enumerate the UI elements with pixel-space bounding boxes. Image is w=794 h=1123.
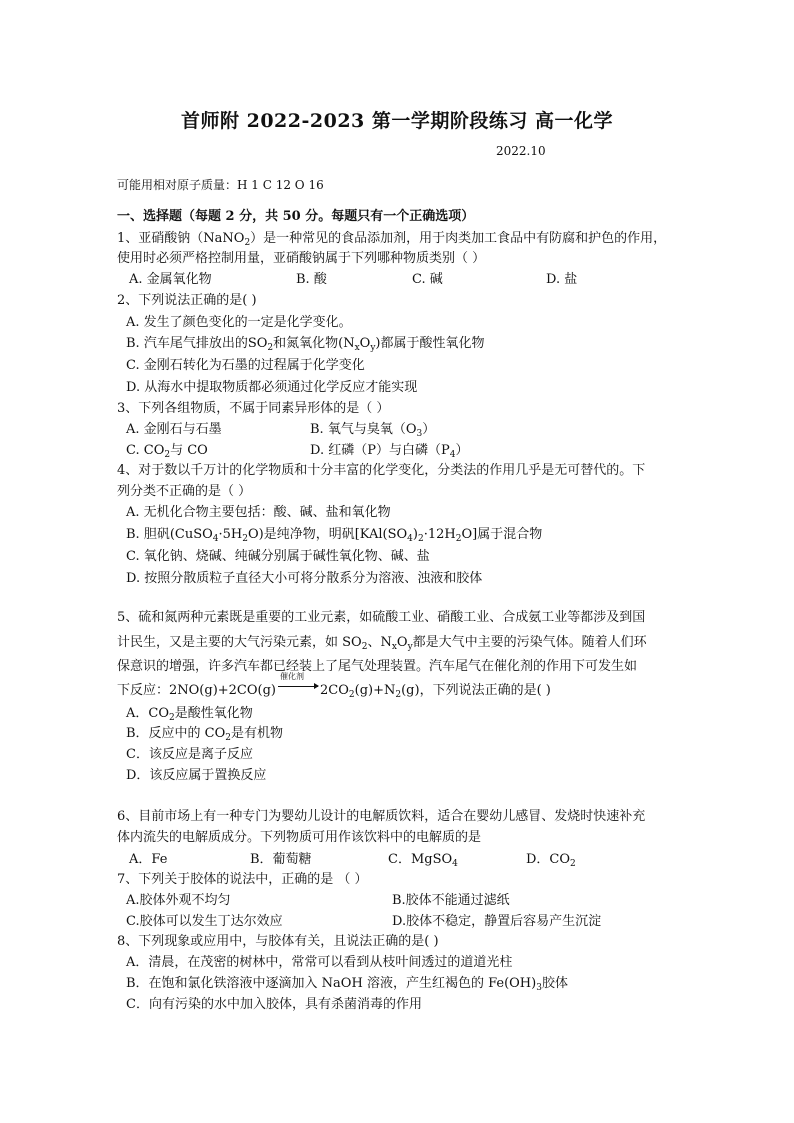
subscript: 4 <box>212 534 219 544</box>
reaction-arrow <box>276 672 320 694</box>
q4-option-d: D. 按照分散质粒子直径大小可将分散系分为溶液、浊液和胶体 <box>126 571 483 586</box>
q7-stem: 7、下列关于胶体的说法中，正确的是 （ ） <box>117 872 368 887</box>
q8-option-a: A．清晨，在茂密的树林中，常常可以看到从枝叶间透过的道道光柱 <box>126 955 513 970</box>
q1-option-c: C. 碱 <box>412 272 443 287</box>
q2-option-b <box>126 332 485 351</box>
text: B. 氧气与臭氧（O <box>310 422 417 437</box>
q8-option-c: C．向有污染的水中加入胶体，具有杀菌消毒的作用 <box>126 997 422 1012</box>
subscript: 3 <box>416 429 423 439</box>
subscript: 2 <box>169 713 175 723</box>
q2-option-a: A. 发生了颜色变化的一定是化学变化。 <box>126 315 352 330</box>
text: 2CO <box>320 683 349 698</box>
q1-option-b: B. 酸 <box>296 272 327 287</box>
q4-stem-line1: 4、对于数以千万计的化学物质和十分丰富的化学变化，分类法的作用几乎是无可替代的。下 <box>117 463 646 478</box>
text: D. 红磷（P）与白磷（P <box>310 443 450 458</box>
q3-stem: 3、下列各组物质，不属于同素异形体的是（ ） <box>117 401 390 416</box>
subscript: x <box>391 642 397 652</box>
text: O)是纯净物，明矾[KAl(SO <box>248 527 408 542</box>
subscript: 4 <box>407 534 413 544</box>
text: ) <box>412 527 418 542</box>
text: A．CO <box>126 706 169 721</box>
subscript: 4 <box>452 859 458 869</box>
q6-option-d <box>526 848 576 867</box>
q7-option-b: B.胶体不能通过滤纸 <box>392 893 510 908</box>
text: D．CO <box>526 852 571 867</box>
q6-option-b: B．葡萄糖 <box>250 852 312 867</box>
text: ） <box>455 443 469 458</box>
q6-stem-line1: 6、目前市场上有一种专门为婴幼儿设计的电解质饮料，适合在婴幼儿感冒、发烧时快速补充 <box>117 809 646 824</box>
q2-option-d: D. 从海水中提取物质都必须通过化学反应才能实现 <box>126 380 418 395</box>
q4-stem-line2: 列分类不正确的是（ ） <box>117 484 252 499</box>
q8-option-b <box>126 972 568 991</box>
exam-date: 2022.10 <box>496 144 546 158</box>
text: 都是大气中主要的污染气体。随着人们环 <box>412 635 647 650</box>
q7-option-a: A.胶体外观不均匀 <box>126 893 231 908</box>
text: 1、亚硝酸钠（NaNO <box>117 231 245 246</box>
text: O <box>396 635 408 650</box>
q5-stem-line2 <box>117 631 647 650</box>
q5-option-d: D．该反应属于置换反应 <box>126 768 267 783</box>
subscript: 2 <box>267 343 274 353</box>
q6-option-c <box>388 848 458 867</box>
text: 胶体 <box>541 976 568 991</box>
text: (g)+N <box>354 683 396 698</box>
arrow-icon <box>278 686 318 687</box>
q4-option-a: A. 无机化合物主要包括：酸、碱、盐和氧化物 <box>126 505 391 520</box>
q5-option-a <box>126 702 253 721</box>
text: 下反应：2NO(g)+2CO(g) <box>117 683 277 698</box>
q5-stem-line3: 保意识的增强，许多汽车都已经装上了尾气处理装置。汽车尾气在催化剂的作用下可发生如 <box>117 659 638 674</box>
q3-option-b <box>310 418 435 437</box>
text: 、N <box>367 635 392 650</box>
section-heading: 一、选择题（每题 2 分，共 50 分。每题只有一个正确选项） <box>117 209 475 224</box>
q2-stem: 2、下列说法正确的是( ) <box>117 293 257 308</box>
subscript: 2 <box>455 534 462 544</box>
subscript: 2 <box>242 534 248 544</box>
catalyst-label: 催化剂 <box>280 672 305 681</box>
subscript: 4 <box>449 450 456 460</box>
text: )都属于酸性氧化物 <box>375 336 485 351</box>
text: C. CO <box>126 443 165 458</box>
subscript: 2 <box>244 238 251 248</box>
subscript: y <box>370 343 376 353</box>
q5-stem-line4 <box>117 672 551 700</box>
q1-stem-line1 <box>117 227 666 246</box>
q4-option-c: C. 氧化钠、烧碱、纯碱分别属于碱性氧化物、碱、盐 <box>126 549 430 564</box>
text: B. 汽车尾气排放出的SO <box>126 336 268 351</box>
text: 和氮氧化物(N <box>273 336 355 351</box>
subscript: 2 <box>361 642 368 652</box>
text: O <box>359 336 371 351</box>
q1-option-a: A. 金属氧化物 <box>129 272 212 287</box>
q7-option-c: C.胶体可以发生丁达尔效应 <box>126 914 283 929</box>
text: 是酸性氧化物 <box>174 706 253 721</box>
q4-option-b <box>126 523 542 542</box>
q2-option-c: C. 金刚石转化为石墨的过程属于化学变化 <box>126 358 365 373</box>
subscript: 2 <box>417 534 424 544</box>
q3-option-c <box>126 439 208 458</box>
text: B. 胆矾(CuSO <box>126 527 213 542</box>
text: ·12H <box>423 527 456 542</box>
text: O]属于混合物 <box>461 527 543 542</box>
text: (g)，下列说法正确的是( ) <box>401 683 551 698</box>
subscript: 2 <box>225 733 232 743</box>
subscript: 2 <box>164 450 171 460</box>
subscript: x <box>354 343 360 353</box>
subscript: y <box>407 642 413 652</box>
q6-option-a: A．Fe <box>129 852 168 867</box>
q1-stem-line2: 使用时必须严格控制用量，亚硝酸钠属于下列哪种物质类别（ ） <box>117 251 486 266</box>
text: 计民生，又是主要的大气污染元素，如 SO <box>117 635 362 650</box>
q3-option-a: A. 金刚石与石墨 <box>126 422 222 437</box>
q5-option-b <box>126 722 283 741</box>
text: C．MgSO <box>388 852 453 867</box>
text: B．在饱和氯化铁溶液中逐滴加入 NaOH 溶液，产生红褐色的 Fe(OH) <box>126 976 537 991</box>
subscript: 2 <box>348 690 355 700</box>
text: ·5H <box>218 527 243 542</box>
q1-option-d: D. 盐 <box>546 272 578 287</box>
q5-option-c: C．该反应是离子反应 <box>126 747 253 762</box>
subscript: 2 <box>395 690 402 700</box>
q8-stem: 8、下列现象或应用中，与胶体有关，且说法正确的是( ) <box>117 934 439 949</box>
subscript: 2 <box>570 859 576 869</box>
q5-stem-line1: 5、硫和氮两种元素既是重要的工业元素，如硫酸工业、硝酸工业、合成氨工业等都涉及到国 <box>117 610 646 625</box>
text: ） <box>422 422 436 437</box>
text: ）是一种常见的食品添加剂，用于肉类加工食品中有防腐和护色的作用， <box>250 231 667 246</box>
q6-stem-line2: 体内流失的电解质成分。下列物质可用作该饮料中的电解质的是 <box>117 830 482 845</box>
text: 与 CO <box>170 443 208 458</box>
q3-option-d <box>310 439 468 458</box>
page-title: 首师附 2022-2023 第一学期阶段练习 高一化学 <box>181 110 613 132</box>
text: B．反应中的 CO <box>126 726 226 741</box>
q7-option-d: D.胶体不稳定，静置后容易产生沉淀 <box>392 914 602 929</box>
subscript: 3 <box>536 983 542 993</box>
text: 是有机物 <box>231 726 284 741</box>
atomic-mass-note: 可能用相对原子质量：H 1 C 12 O 16 <box>117 178 324 192</box>
